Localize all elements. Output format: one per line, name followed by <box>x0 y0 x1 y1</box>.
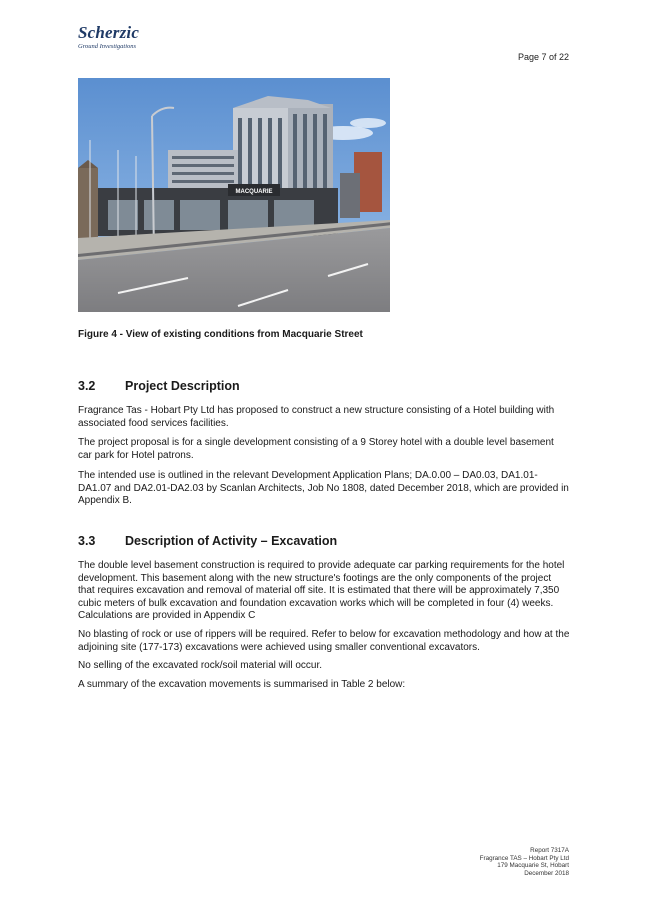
logo-tagline: Ground Investigations <box>78 43 137 50</box>
section-title: Description of Activity – Excavation <box>125 534 338 548</box>
paragraph: No selling of the excavated rock/soil material will occur. <box>78 660 322 671</box>
paragraph: The double level basement construction is required to provide adequate car parking requirements for the hotel development. This basement along with the new structure's footings are the only components of the project that requires excavation and removal of material off site. It is estimated that there will be approximately 7,350 cubic meters of bulk excavation and foundation excavation works which will be completed in four (4) weeks. Calculations are provided in Appendix C <box>78 560 565 621</box>
building-sign: MACQUARIE <box>235 189 273 195</box>
paragraph: The intended use is outlined in the relevant Development Application Plans; DA.0.00 – DA0.03, DA1.01-DA1.07 and DA2.01-DA2.03 by Scanlan Architects, Job No 1808, dated December 2018, which are provided in Appendix B. <box>78 470 569 506</box>
logo-name: Scherzic <box>78 23 140 42</box>
section-heading <box>78 534 337 548</box>
footer-report: Report 7317A <box>530 847 569 854</box>
page-number: Page 7 of 22 <box>517 52 569 62</box>
paragraph: The project proposal is for a single development consisting of a 9 Storey hotel with a double level basement car park for Hotel patrons. <box>78 437 554 461</box>
section-heading <box>78 379 240 393</box>
page-footer <box>480 847 569 877</box>
section-title: Project Description <box>125 379 240 393</box>
footer-date: December 2018 <box>524 869 569 877</box>
street-view-photo <box>78 78 390 312</box>
figure-caption: Figure 4 - View of existing conditions from Macquarie Street <box>78 329 363 340</box>
paragraph: No blasting of rock or use of rippers will be required. Refer to below for excavation methodology and how at the adjoining site (177-173) excavations were achieved using smaller conventional excavators. <box>78 629 570 653</box>
section-number: 3.3 <box>78 534 96 548</box>
footer-address: 179 Macquarie St, Hobart <box>497 862 569 869</box>
cloud <box>350 118 386 128</box>
paragraph: Fragrance Tas - Hobart Pty Ltd has proposed to construct a new structure consisting of a Hotel building with associated food services facilities. <box>78 405 555 429</box>
section-number: 3.2 <box>78 379 96 393</box>
background-building <box>340 173 360 218</box>
heritage-building <box>78 168 98 248</box>
paragraph: A summary of the excavation movements is summarised in Table 2 below: <box>78 679 406 690</box>
company-logo <box>78 24 139 50</box>
footer-client: Fragrance TAS – Hobart Pty Ltd <box>479 854 569 862</box>
